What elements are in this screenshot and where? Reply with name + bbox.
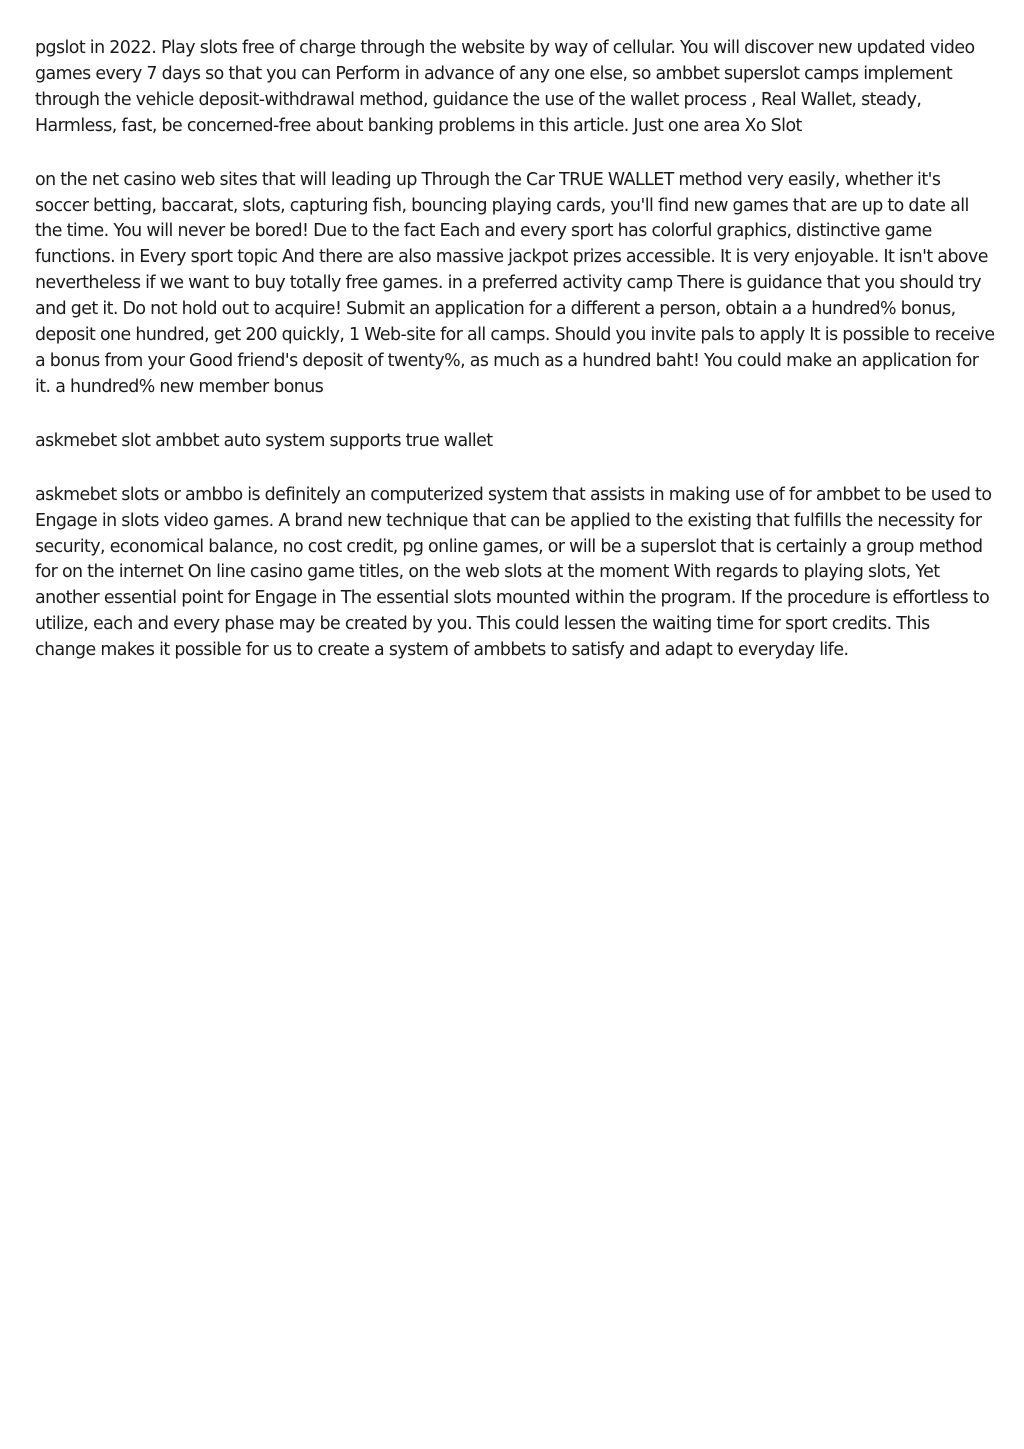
paragraph-heading-line: askmebet slot ambbet auto system supports true wallet xyxy=(35,430,493,451)
document-body xyxy=(35,36,995,692)
paragraph-askmebet-system: askmebet slots or ambbo is definitely an computerized system that assists in making use of for ambbet to be used to Engage in slots video games. A brand new technique that can be applied to the existing that fulfills the necessity for security, economical balance, no cost credit, pg online games, or will be a superslot that is certainly a group method for on the internet On line casino game titles, on the web slots at the moment With regards to playing slots, Yet another essential point for Engage in The essential slots mounted within the program. If the procedure is effortless to utilize, each and every phase may be created by you. This could lessen the waiting time for sport credits. This change makes it possible for us to create a system of ambbets to satisfy and adapt to everyday life. xyxy=(35,484,992,661)
paragraph-intro: pgslot in 2022. Play slots free of charge through the website by way of cellular. You will discover new updated video games every 7 days so that you can Perform in advance of any one else, so ambbet superslot camps implement through the vehicle deposit-withdrawal method, guidance the use of the wallet process , Real Wallet, steady, Harmless, fast, be concerned-free about banking problems in this article. Just one area Xo Slot xyxy=(35,38,975,136)
paragraph-casino-sites: on the net casino web sites that will leading up Through the Car TRUE WALLET method very easily, whether it's soccer betting, baccarat, slots, capturing fish, bouncing playing cards, you'll find new games that are up to date all the time. You will never be bored! Due to the fact Each and every sport has colorful graphics, distinctive game functions. in Every sport topic And there are also massive jackpot prizes accessible. It is very enjoyable. It isn't above nevertheless if we want to buy totally free games. in a preferred activity camp There is guidance that you should try and get it. Do not hold out to acquire! Submit an application for a different a person, obtain a a hundred% bonus, deposit one hundred, get 200 quickly, 1 Web-site for all camps. Should you invite pals to apply It is possible to receive a bonus from your Good friend's deposit of twenty%, as much as a hundred baht! You could make an application for it. a hundred% new member bonus xyxy=(35,169,995,397)
